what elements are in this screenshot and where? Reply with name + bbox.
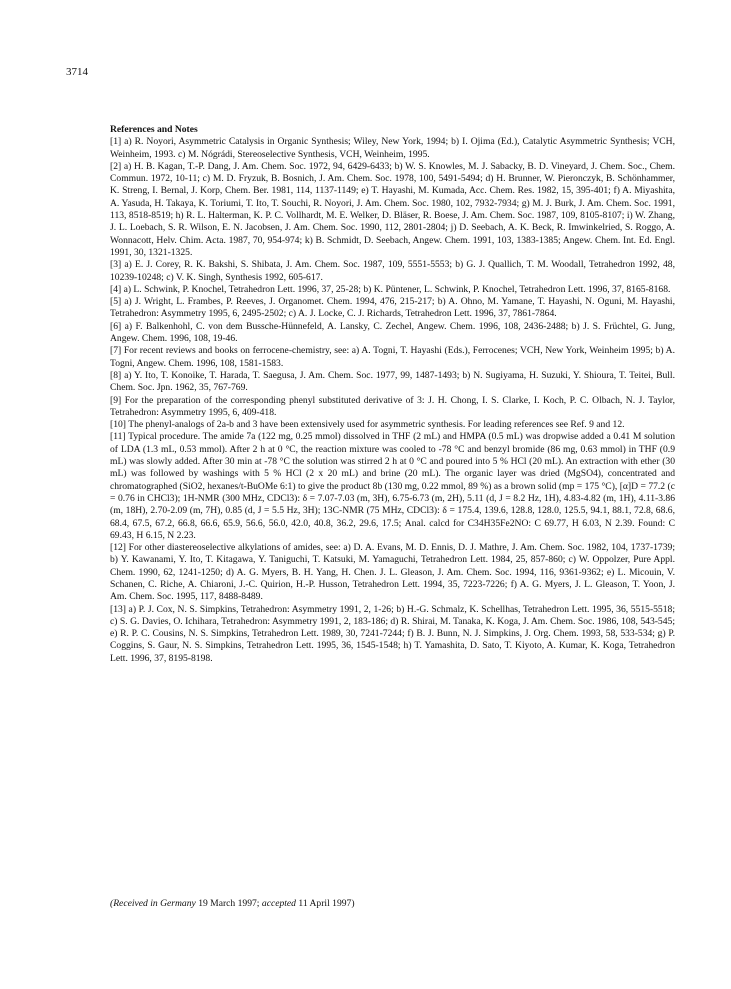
references-heading: References and Notes [110, 124, 198, 135]
reference-1: [1] a) R. Noyori, Asymmetric Catalysis in Organic Synthesis; Wiley, New York, 1994; b) I. Ojima (Ed.), Catalytic Asymmetric Synthesis; VCH, Weinheim, 1993. c) M. Nógrádi, Stereoselective Synthesis, VCH, Weinheim, 1995. [110, 136, 675, 160]
reference-10: [10] The phenyl-analogs of 2a-b and 3 have been extensively used for asymmetric synthesis. For leading references see Ref. 9 and 12. [110, 419, 625, 431]
accepted-date: 11 April 1997) [298, 898, 355, 909]
received-date: 19 March 1997; [198, 898, 260, 909]
references-section [110, 124, 675, 665]
reference-13: [13] a) P. J. Cox, N. S. Simpkins, Tetrahedron: Asymmetry 1991, 2, 1-26; b) H.-G. Schmalz, K. Schellhas, Tetrahedron Lett. 1995, 36, 5515-5518; c) S. G. Davies, O. Ichihara, Tetrahedron: Asymmetry 1991, 2, 183-186; d) R. Shirai, M. Tanaka, K. Koga, J. Am. Chem. Soc. 1986, 108, 543-545; e) R. P. C. Cousins, N. S. Simpkins, Tetrahedron Lett. 1989, 30, 7241-7244; f) B. J. Bunn, N. J. Simpkins, J. Org. Chem. 1993, 58, 533-534; g) P. Coggins, S. Gaur, N. S. Simpkins, Tetrahedron Lett. 1995, 36, 1545-1548; h) T. Yamashita, D. Sato, T. Kiyoto, A. Kumar, K. Koga, Tetrahedron Lett. 1996, 37, 8195-8198. [110, 603, 675, 664]
reference-11: [11] Typical procedure. The amide 7a (122 mg, 0.25 mmol) dissolved in THF (2 mL) and HMPA (0.5 mL) was dropwise added a 0.41 M solution of LDA (1.3 mL, 0.53 mmol). After 2 h at 0 °C, the reaction mixture was cooled to -78 °C and benzyl bromide (86 mg, 0.63 mmol) in THF (0.9 mL) was slowly added. After 30 min at -78 °C the solution was stirred 2 h at 0 °C and poured into 5 % HCl (20 mL). An extraction with ether (30 mL) was followed by washings with 5 % HCl (2 x 20 mL) and brine (20 mL). The organic layer was dried (MgSO4), concentrated and chromatographed (SiO2, hexanes/t-BuOMe 6:1) to give the product 8b (130 mg, 0.22 mmol, 89 %) as a brown solid (mp = 175 °C), [α]D = 77.2 (c = 0.76 in CHCl3); 1H-NMR (300 MHz, CDCl3): δ = 7.07-7.03 (m, 3H), 6.75-6.73 (m, 2H), 5.11 (d, J = 8.2 Hz, 1H), 4.83-4.82 (m, 1H), 4.11-3.86 (m, 18H), 2.70-2.09 (m, 7H), 0.85 (d, J = 5.5 Hz, 3H); 13C-NMR (75 MHz, CDCl3): δ = 175.4, 139.6, 128.8, 128.0, 125.5, 94.1, 88.1, 72.8, 68.6, 68.4, 67.5, 67.2, 66.8, 66.6, 65.9, 56.6, 56.0, 42.0, 40.8, 36.2, 29.6, 17.5; Anal. calcd for C34H35Fe2NO: C 69.77, H 6.03, N 2.39. Found: C 69.43, H 6.15, N 2.23. [110, 431, 675, 541]
reference-5: [5] a) J. Wright, L. Frambes, P. Reeves, J. Organomet. Chem. 1994, 476, 215-217; b) A. Ohno, M. Yamane, T. Hayashi, N. Oguni, M. Hayashi, Tetrahedron: Asymmetry 1995, 6, 2495-2502; c) A. J. Locke, C. J. Richards, Tetrahedron Lett. 1996, 37, 7861-7864. [110, 296, 675, 320]
reference-8: [8] a) Y. Ito, T. Konoike, T. Harada, T. Saegusa, J. Am. Chem. Soc. 1977, 99, 1487-1493; b) N. Sugiyama, H. Suzuki, Y. Shioura, T. Teitei, Bull. Chem. Soc. Jpn. 1962, 35, 767-769. [110, 369, 675, 394]
reference-12: [12] For other diastereoselective alkylations of amides, see: a) D. A. Evans, M. D. Ennis, D. J. Mathre, J. Am. Chem. Soc. 1982, 104, 1737-1739; b) Y. Kawanami, Y. Ito, T. Kitagawa, Y. Taniguchi, T. Katsuki, M. Yamaguchi, Tetrahedron Lett. 1984, 25, 857-860; c) W. Oppolzer, Pure Appl. Chem. 1990, 62, 1241-1250; d) A. G. Myers, B. H. Yang, H. Chen. J. L. Gleason, J. Am. Chem. Soc. 1994, 116, 9361-9362; e) L. Micouin, V. Schanen, C. Riche, A. Chiaroni, J.-C. Quirion, H.-P. Husson, Tetrahedron Lett. 1994, 35, 7223-7226; f) A. G. Myers, J. L. Gleason, T. Yoon, J. Am. Chem. Soc. 1995, 117, 8488-8489. [110, 542, 675, 603]
reference-3: [3] a) E. J. Corey, R. K. Bakshi, S. Shibata, J. Am. Chem. Soc. 1987, 109, 5551-5553; b) G. J. Quallich, T. M. Woodall, Tetrahedron 1992, 48, 10239-10248; c) V. K. Singh, Synthesis 1992, 605-617. [110, 259, 675, 283]
reference-7: [7] For recent reviews and books on ferrocene-chemistry, see: a) A. Togni, T. Hayashi (Eds.), Ferrocenes; VCH, New York, Weinheim 1995; b) A. Togni, Angew. Chem. 1996, 108, 1581-1583. [110, 345, 675, 369]
accepted-label: accepted [261, 898, 296, 909]
reference-4: [4] a) L. Schwink, P. Knochel, Tetrahedron Lett. 1996, 37, 25-28; b) K. Püntener, L. Schwink, P. Knochel, Tetrahedron Lett. 1996, 37, 8165-8168. [110, 283, 671, 295]
reference-6: [6] a) F. Balkenhohl, C. von dem Bussche-Hünnefeld, A. Lansky, C. Zechel, Angew. Chem. 1996, 108, 2436-2488; b) J. S. Früchtel, G. Jung, Angew. Chem. 1996, 108, 19-46. [110, 320, 675, 345]
page-number: 3714 [66, 66, 88, 78]
received-note [110, 898, 355, 909]
received-label: (Received in Germany [110, 898, 196, 909]
reference-2: [2] a) H. B. Kagan, T.-P. Dang, J. Am. Chem. Soc. 1972, 94, 6429-6433; b) W. S. Knowles, M. J. Sabacky, B. D. Vineyard, J. Chem. Soc., Chem. Commun. 1972, 10-11; c) M. D. Fryzuk, B. Bosnich, J. Am. Chem. Soc. 1978, 100, 5491-5494; d) H. Brunner, W. Pieronczyk, B. Schönhammer, K. Streng, I. Bernal, J. Korp, Chem. Ber. 1981, 114, 1137-1149; e) T. Hayashi, M. Kumada, Acc. Chem. Res. 1982, 15, 395-401; f) A. Miyashita, A. Yasuda, H. Takaya, K. Toriumi, T. Ito, T. Souchi, R. Noyori, J. Am. Chem. Soc. 1980, 102, 7932-7934; g) M. J. Burk, J. Am. Chem. Soc. 1991, 113, 8518-8519; h) R. L. Halterman, K. P. C. Vollhardt, M. E. Welker, D. Bläser, R. Boese, J. Am. Chem. Soc. 1987, 109, 8105-8107; i) W. Zhang, J. L. Loebach, S. R. Wilson, E. N. Jacobsen, J. Am. Chem. Soc. 1990, 112, 2801-2804; j) D. Seebach, A. K. Beck, R. Imwinkelried, S. Roggo, A. Wonnacott, Helv. Chim. Acta. 1987, 70, 954-974; k) B. Schmidt, D. Seebach, Angew. Chem. 1991, 103, 1383-1385; Angew. Chem. Int. Ed. Engl. 1991, 30, 1321-1325. [110, 160, 675, 258]
reference-9: [9] For the preparation of the corresponding phenyl substituted derivative of 3: J. H. Chong, I. S. Clarke, I. Koch, P. C. Olbach, N. J. Taylor, Tetrahedron: Asymmetry 1995, 6, 409-418. [110, 394, 675, 418]
